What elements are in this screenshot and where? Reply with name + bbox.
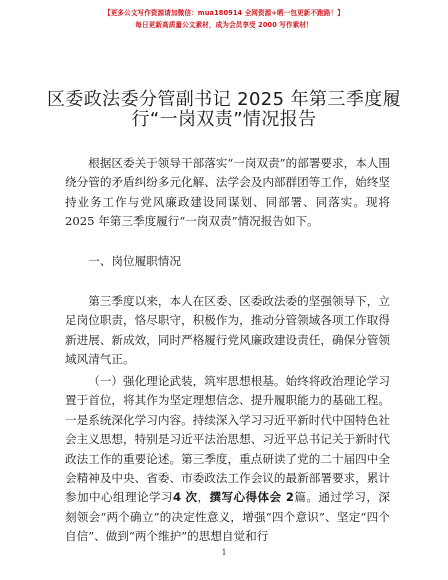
promo-banner-line-2: 每日更新高质量公文素材，成为会员享受 2000 写作素材！ bbox=[135, 21, 313, 29]
report-title-line-1: 区委政法委分管副书记 2025 年第三季度履 bbox=[46, 89, 402, 110]
report-title-line-2: 行“一岗双责”情况报告 bbox=[131, 109, 317, 130]
section-1-paragraph: 第三季度以来，本人在区委、区委政法委的坚强领导下，立足岗位职责，恪尽职守，积极作为，推动分管领域各项工作取得新进展、新成效，同时严格履行党风廉政建设责任，确保分管领域风清气正。 bbox=[65, 294, 390, 367]
subsection-1-paragraph bbox=[65, 372, 390, 547]
intro-paragraph: 根据区委关于领导干部落实“一岗双责”的部署要求，本人围绕分管的矛盾纠纷多元化解、法学会及内部群团等工作，始终坚持业务工作与党风廉政建设同谋划、同部署、同落实。现将 2025 年第三季度履行“一岗双责”情况报告如下。 bbox=[65, 156, 390, 229]
subsection-1-text-b: ， bbox=[197, 490, 210, 505]
essay-count-highlight: 撰写心得体会 2 bbox=[209, 490, 294, 505]
section-heading-1: 一、岗位履职情况 bbox=[88, 254, 181, 268]
promo-banner-line-1: 【更多公文写作资源请加微信：mua180914 全网资源+晒一包更新不跑路！】 bbox=[104, 9, 344, 17]
study-count-highlight: 4 次 bbox=[172, 490, 198, 505]
subsection-1-lead: （一）强化理论武装，筑牢思想根基。 bbox=[88, 374, 286, 388]
subsection-1-text-a: 始终将政治理论学习置于首位，将其作为坚定理想信念、提升履职能力的基础工程。一是系统深化学习内容。持续深入学习习近平新时代中国特色社会主义思想，特别是习近平法治思想、习近平总书记关于新时代政法工作的重要论述。第三季度，重点研读了党的二十届四中全会精神及中央、省委、市委政法工作会议的最新部署要求，累计参加中心组理论学习 bbox=[65, 374, 390, 505]
subsection-1-text-c: 篇。通过学习，深刻领会“两个确立”的决定性意义，增强“四个意识”、坚定“四个自信”、做到“两个维护”的思想自觉和行 bbox=[65, 490, 390, 544]
page-number: 1 bbox=[221, 548, 227, 557]
